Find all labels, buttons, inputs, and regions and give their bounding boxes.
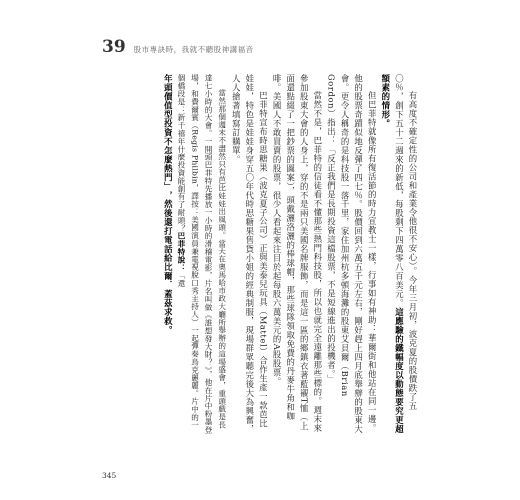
text-run: 巴菲特宣布時思糖果（波克夏子公司）正與美泰兒玩具（Mattel）合作生產一款芭比娃娃，特色是娃娃身穿五〇年代時思糖果售貨小姐的經典制服，現場群眾聽完後大為興奮，人人搶著填寫訂購單。 — [231, 74, 269, 434]
vertical-text-body — [101, 74, 419, 434]
bold-text-run: 這應驗的鐵幅度以動態要究更超額素的情形。 — [380, 74, 405, 434]
text-run: 當然那個週末不盡然只有芭比娃娃出風頭。當天在奧馬哈市政大廳所舉辦的這場盛會，重頭戲是長達七小時的大會。一開頭巴菲特先播放一小時的滑稽電影，片名叫做《誰想發大財？》，他在片中粉墨登場，和費爾賓（Regis Philbin，譯按：美國演員兼電視脫口秀主持人）一起彈奏烏克麗麗。片中的一個橋段是：新千禧年什麼投資能創有了耐頭？ — [176, 74, 227, 434]
paragraph — [161, 74, 175, 434]
header-title: 股市專訣時，我就不聽股神講福音 — [133, 45, 254, 54]
text-run: 有高度不確定性的公司和產業令他很不安心）。今年三月初，波克夏的股價跌了五〇％，創下五十二週來的新低，每股剩下四萬零八百美元。 — [394, 74, 418, 411]
text-run: 「還 — [176, 271, 186, 288]
paragraph — [378, 74, 419, 434]
paragraph — [269, 74, 323, 434]
text-run: 但巴菲特就像所有復活節的時力宣教士一樣，行事如有神助：華爾街和他站在同一邊。他的股票奇蹟似地反彈了四七％。股價回到六萬五千元左右，剛好趕上四月底舉辦的股東大會。更令人稱奇的是科技股一落千里，家住加州杭多頓海灘的股東艾貝爾（Brian Gordon）指出：「反正我們是長期投資這檔股票，不是短線進出的投機者。」 — [326, 74, 378, 434]
paragraph — [174, 74, 228, 434]
bold-text-run: 巴菲特說： — [176, 232, 186, 272]
page-header — [102, 37, 254, 57]
header-page-number: 39 — [102, 37, 126, 57]
bold-text-run: 年頭價值型投資不怎麼熱門」，然後還打電話給比爾．蓋茲求救。 — [163, 74, 174, 335]
text-run: 當然不是，巴菲特的信徒看不懂那些熱門科技股，所以也就完全遠離那些標的。週末來參加股東大會的人身上，穿的不是兩只美國名牌服飾，而是這一區的鄉鎮衣著藍襯T恤（上面還點綴了一把鈔票的圖案），頭戴灑洛灑的棒球帽，那些球隊領取免費的丹麥牛角和咖啡。美國人不敢買賣的股票，很少人看起來注目於起每股六萬美元的A股股票。 — [272, 74, 323, 433]
paragraph — [229, 74, 270, 434]
paragraph — [324, 74, 378, 434]
footer-page-number: 345 — [102, 471, 117, 480]
